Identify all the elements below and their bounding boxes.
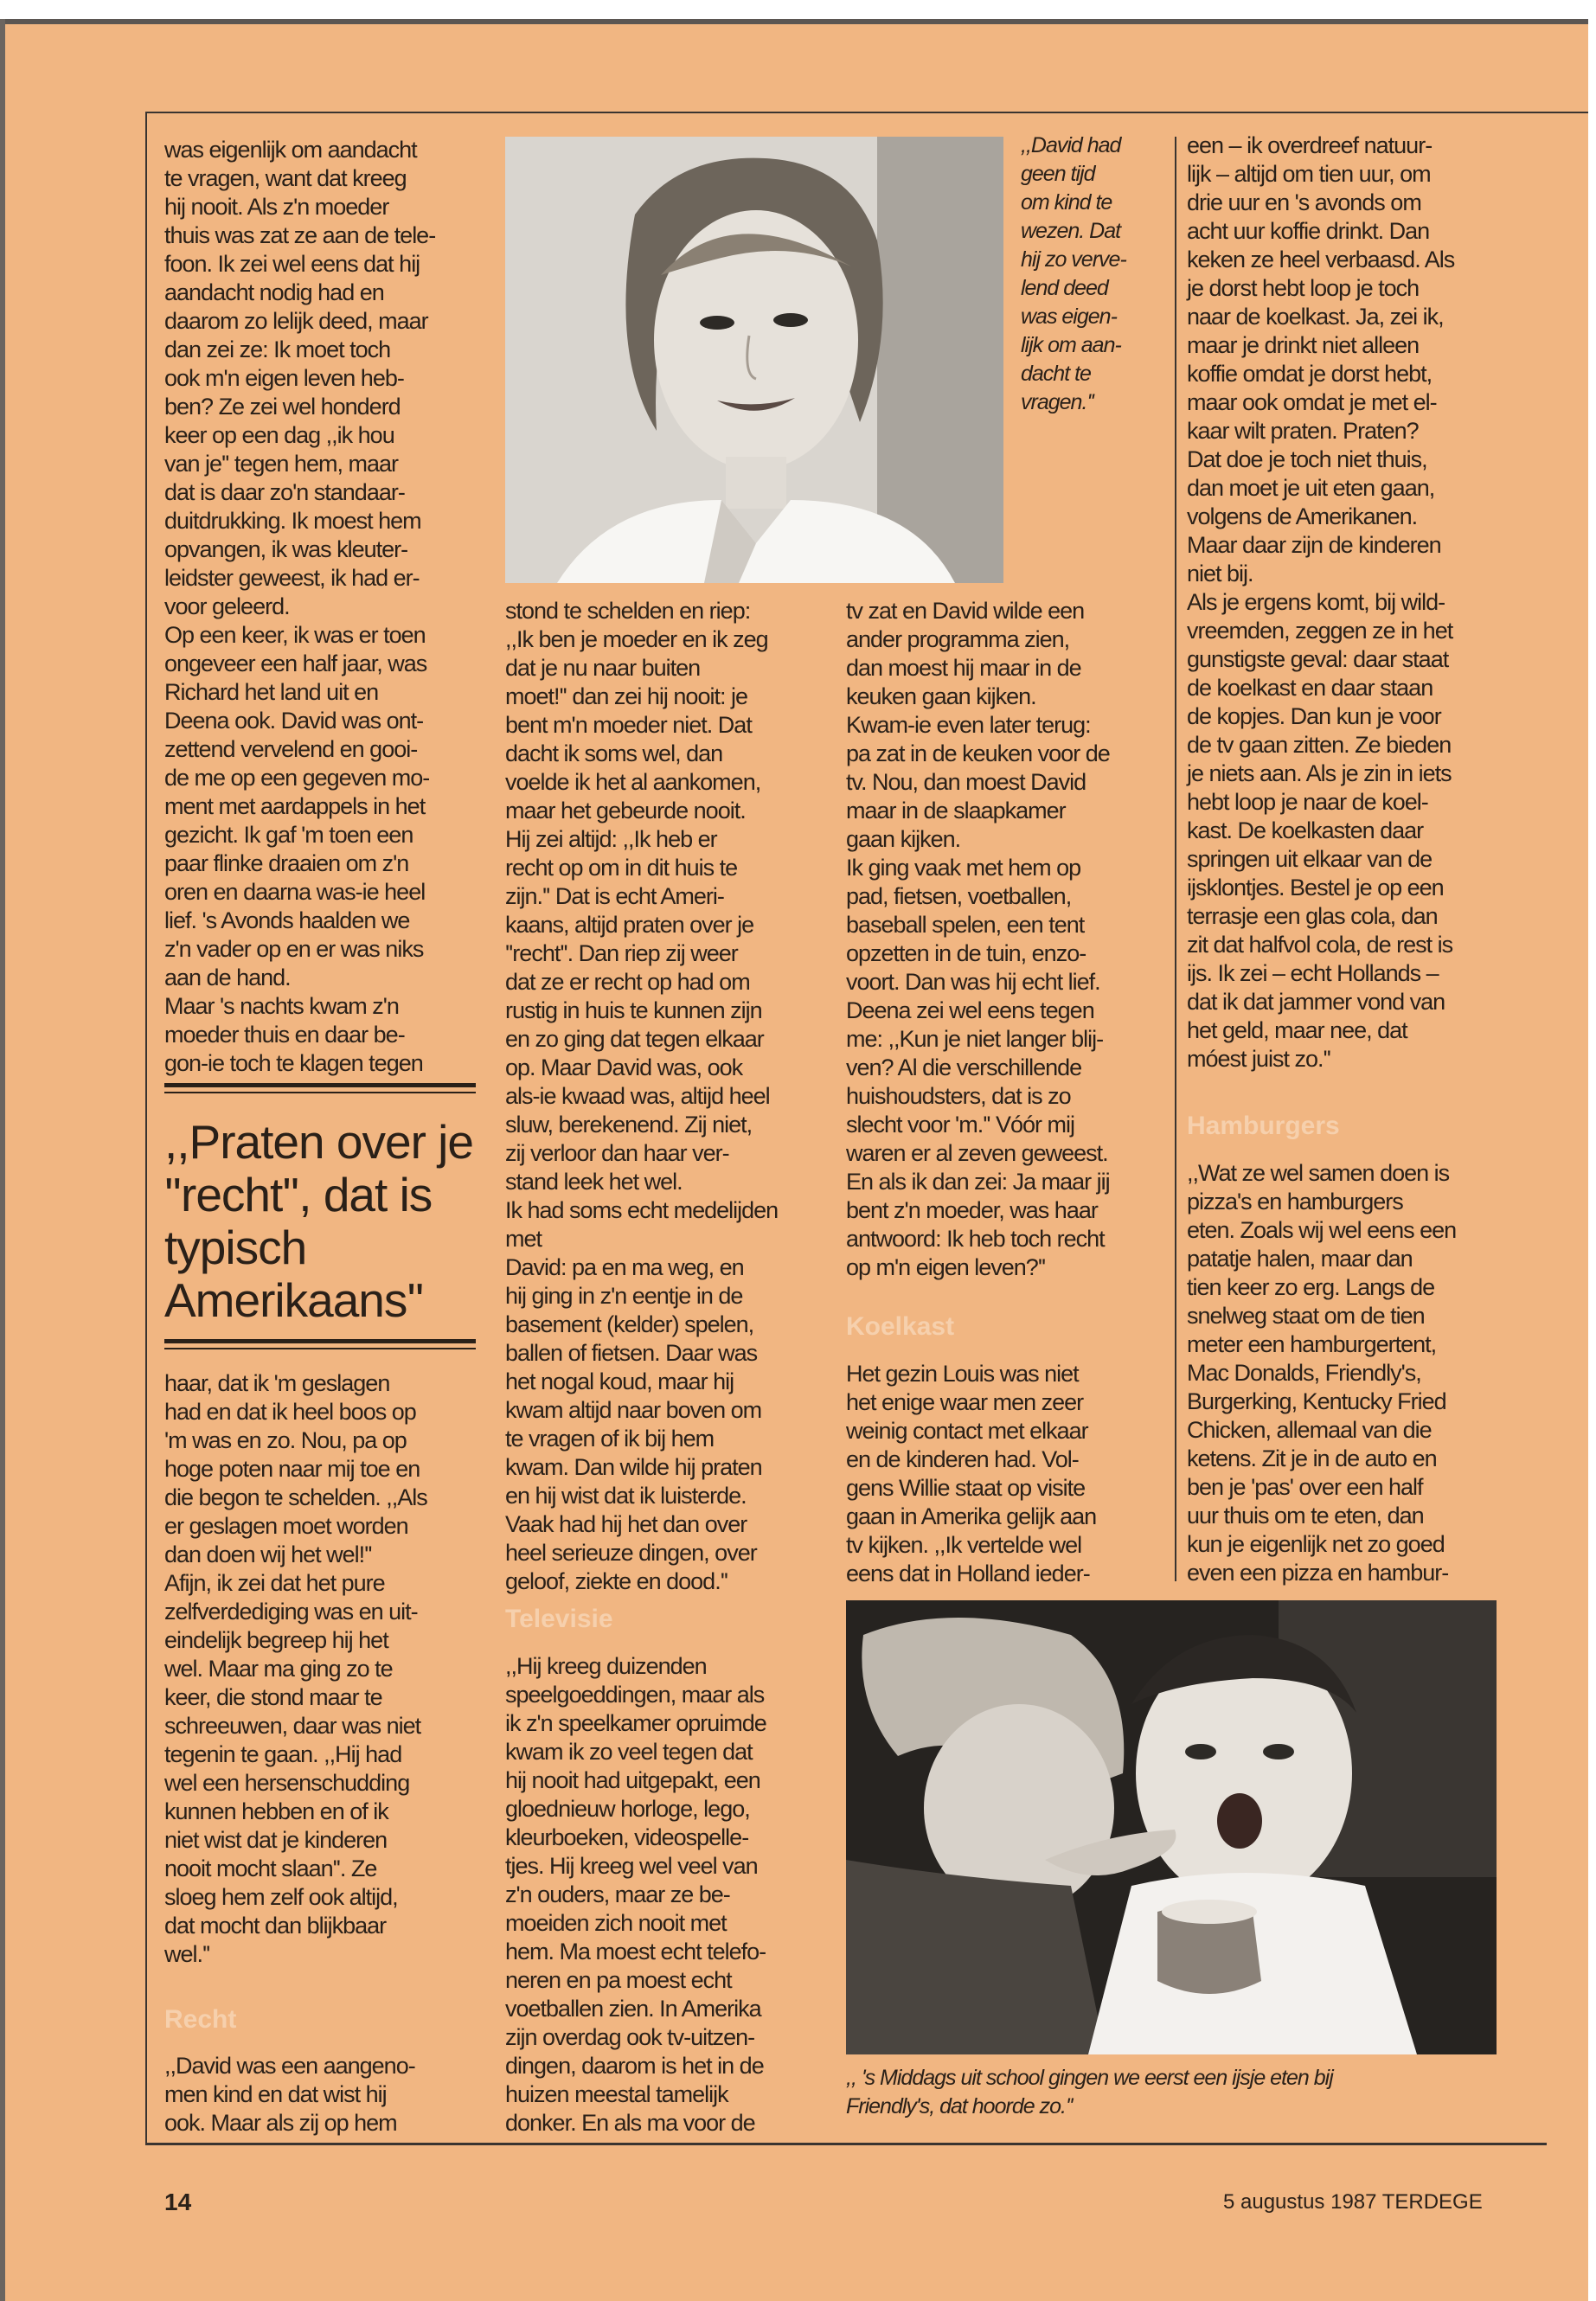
scan-top-shadow xyxy=(0,19,1596,24)
column-1-bottom-text: haar, dat ik 'm geslagen had en dat ik heel boos op 'm was en zo. Nou, pa op hoge poten naar mij toe en die begon te schelden. ,,Als er geslagen moet worden dan doen wij het wel!'' Afijn, ik zei dat het pure zelfverdediging was en uit- eindelijk begreep hij het wel. Maar ma ging zo te keer, die stond maar te schreeuwen, daar was niet tegenin te gaan. ,,Hij had wel een hersenschudding kunnen hebben en of ik niet wist dat je kinderen nooit mocht slaan''. Ze sloeg hem zelf ook altijd, dat mocht dan blijkbaar wel.'' xyxy=(164,1370,427,1967)
subhead-recht: Recht xyxy=(164,2005,237,2034)
photo-caption: ,, 's Middags uit school gingen we eerst een ijsje eten bij Friendly's, dat hoorde zo.'' xyxy=(846,2066,1333,2118)
column-1-recht-text: ,,David was een aangeno- men kind en dat wist hij ook. Maar als zij op hem xyxy=(164,2053,415,2136)
pull-quote-rule-top-thin xyxy=(164,1092,476,1093)
subhead-hamburgers: Hamburgers xyxy=(1187,1112,1340,1140)
column-2-televisie-text: ,,Hij kreeg duizenden speelgoeddingen, maar als ik z'n speelkamer opruimde kwam ik zo veel tegen dat hij nooit had uitgepakt, een gloednieuw horloge, lego, kleurboeken, videospelle- tjes. Hij kreeg wel veel van z'n ouders, maar ze be- moeiden zich nooit met hem. Ma moest echt telefo- neren en pa moest echt voetballen zien. In Amerika zijn overdag ook tv-uitzen- dingen, daarom is het in de huizen meestal tamelijk donker. En als ma voor de xyxy=(505,1653,766,2136)
ice-cream-photo xyxy=(846,1600,1497,2054)
column-3-koelkast-text: Het gezin Louis was niet het enige waar men zeer weinig contact met elkaar en de kinderen had. Vol- gens Willie staat op visite gaan in Amerika gelijk aan tv kijken. ,,Ik vertelde wel eens dat in Holland ieder- xyxy=(846,1361,1097,1586)
scan-top-border xyxy=(0,0,1596,19)
page-frame-left xyxy=(145,112,147,2144)
pull-quote-rule-bottom-thick xyxy=(164,1339,476,1343)
column-2-text: stond te schelden en riep: ,,Ik ben je moeder en ik zeg dat je nu naar buiten moet!'' dan zei hij nooit: je bent m'n moeder niet. Dat dacht ik soms wel, dan voelde ik het al aankomen, maar het gebeurde nooit. Hij zei altijd: ,,Ik heb er recht op om in dit huis te zijn.'' Dat is echt Ameri- kaans, altijd praten over je ''recht''. Dan riep zij weer dat ze er recht op had om rustig in huis te kunnen zijn en zo ging dat tegen elkaar op. Maar David was, ook als-ie kwaad was, altijd heel sluw, berekenend. Zij niet, zij verloor dan haar ver- stand leek het wel. Ik had soms echt medelijden met David: pa en ma weg, en hij ging in z'n eentje in de basement (kelder) spelen, ballen of fietsen. Daar was het nogal koud, maar hij kwam altijd naar boven om te vragen of ik bij hem kwam. Dan wilde hij praten en hij wist dat ik luisterde. Vaak had hij het dan over heel serieuze dingen, over geloof, ziekte en dood.'' xyxy=(505,598,779,1594)
portrait-photo-image xyxy=(505,137,1003,583)
photo-quote: ,,David had geen tijd om kind te wezen. Dat hij zo verve- lend deed was eigen- lijk om aan- dacht te vragen.'' xyxy=(1021,133,1126,414)
column-4-hamburgers-text: ,,Wat ze wel samen doen is pizza's en hamburgers eten. Zoals wij wel eens een patatje halen, maar dan tien keer zo erg. Langs de snelweg staat om de tien meter een hamburgertent, Mac Donalds, Friendly's, Burgerking, Kentucky Fried Chicken, allemaal van die ketens. Zit je in de auto en ben je 'pas' over een half uur thuis om te eten, dan kun je eigenlijk net zo goed even een pizza en hambur- xyxy=(1187,1160,1457,1586)
pull-quote-rule-top-thick xyxy=(164,1083,476,1087)
column-separator xyxy=(1175,137,1176,1581)
scan-left-shadow xyxy=(0,19,5,2301)
column-1-top-text: was eigenlijk om aandacht te vragen, want dat kreeg hij nooit. Als z'n moeder thuis was zat ze aan de tele- foon. Ik zei wel eens dat hij aandacht nodig had en daarom zo lelijk deed, maar dan zei ze: Ik moet toch ook m'n eigen leven heb- ben? Ze zei wel honderd keer op een dag ,,ik hou van je'' tegen hem, maar dat is daar zo'n standaar- duitdrukking. Ik moest hem opvangen, ik was kleuter- leidster geweest, ik had er- voor geleerd. Op een keer, ik was er toen ongeveer een half jaar, was Richard het land uit en Deena ook. David was ont- zettend vervelend en gooi- de me op een gegeven mo- ment met aardappels in het gezicht. Ik gaf 'm toen een paar flinke draaien om z'n oren en daarna was-ie heel lief. 's Avonds haalden we z'n vader op en er was niks aan de hand. Maar 's nachts kwam z'n moeder thuis en daar be- gon-ie toch te klagen tegen xyxy=(164,137,436,1076)
subhead-televisie: Televisie xyxy=(505,1605,613,1633)
column-3-text: tv zat en David wilde een ander programma zien, dan moest hij maar in de keuken gaan kijken. Kwam-ie even later terug: pa zat in de keuken voor de tv. Nou, dan moest David maar in de slaapkamer gaan kijken. Ik ging vaak met hem op pad, fietsen, voetballen, baseball spelen, een tent opzetten in de tuin, enzo- voort. Dan was hij echt lief. Deena zei wel eens tegen me: ,,Kun je niet langer blij- ven? Al die verschillende huishoudsters, dat is zo slecht voor 'm.'' Vóór mij waren er al zeven geweest. En als ik dan zei: Ja maar jij bent z'n moeder, was haar antwoord: Ik heb toch recht op m'n eigen leven?'' xyxy=(846,598,1110,1280)
pull-quote-rule-bottom-thin xyxy=(164,1348,476,1349)
page-frame-top xyxy=(145,112,1588,113)
portrait-photo xyxy=(505,137,1003,583)
ice-cream-photo-image xyxy=(846,1600,1497,2054)
column-4-text: een – ik overdreef natuur- lijk – altijd om tien uur, om drie uur en 's avonds om acht uur koffie drinkt. Dan keken ze heel verbaasd. Als je dorst hebt loop je toch naar de koelkast. Ja, zei ik, maar je drinkt niet alleen koffie omdat je dorst hebt, maar ook omdat je met el- kaar wilt praten. Praten? Dat doe je toch niet thuis, dan moet je uit eten gaan, volgens de Amerikanen. Maar daar zijn de kinderen niet bij. Als je ergens komt, bij wild- vreemden, zeggen ze in het gunstigste geval: daar staat de koelkast en daar staan de kopjes. Dan kun je voor de tv gaan zitten. Ze bieden je niets aan. Als je zin in iets hebt loop je naar de koel- kast. De koelkasten daar springen uit elkaar van de ijsklontjes. Bestel je op een terrasje een glas cola, dan zit dat halfvol cola, de rest is ijs. Ik zei – echt Hollands – dat ik dat jammer vond van het geld, maar nee, dat móest juist zo.'' xyxy=(1187,132,1455,1072)
page-number: 14 xyxy=(164,2189,192,2215)
subhead-koelkast: Koelkast xyxy=(846,1312,955,1341)
issue-date: 5 augustus 1987 TERDEGE xyxy=(1223,2190,1483,2214)
scan-right-border xyxy=(1588,19,1596,2301)
page-frame-bottom xyxy=(145,2143,1547,2145)
pull-quote: ,,Praten over je ''recht'', dat is typisch Amerikaans'' xyxy=(164,1115,473,1327)
